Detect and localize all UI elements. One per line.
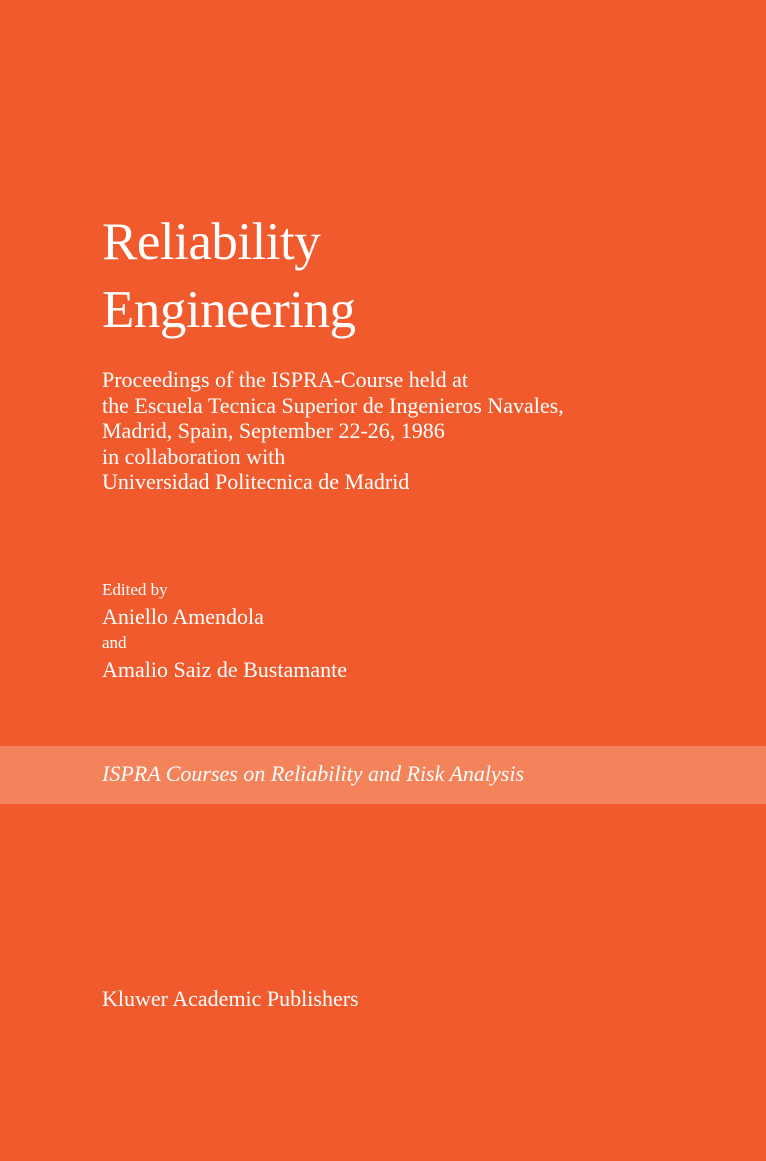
editor-name-2: Amalio Saiz de Bustamante [102,657,347,682]
editor-name-1: Aniello Amendola [102,604,264,629]
title-line-2: Engineering [102,281,356,339]
edited-by-label: Edited by [102,580,168,599]
book-title [102,208,356,344]
title-line-1: Reliability [102,213,321,271]
editors-block [102,578,347,684]
proceedings-line-2: the Escuela Tecnica Superior de Ingenieros Navales, [102,392,564,418]
and-label: and [102,633,127,652]
proceedings-line-5: Universidad Politecnica de Madrid [102,469,410,494]
series-band [0,746,766,804]
series-title: ISPRA Courses on Reliability and Risk Analysis [102,761,525,786]
publisher-name: Kluwer Academic Publishers [102,986,359,1011]
proceedings-description [102,367,564,495]
proceedings-line-3: Madrid, Spain, September 22-26, 1986 [102,418,445,443]
proceedings-line-1: Proceedings of the ISPRA-Course held at [102,367,468,392]
proceedings-line-4: in collaboration with [102,443,286,469]
